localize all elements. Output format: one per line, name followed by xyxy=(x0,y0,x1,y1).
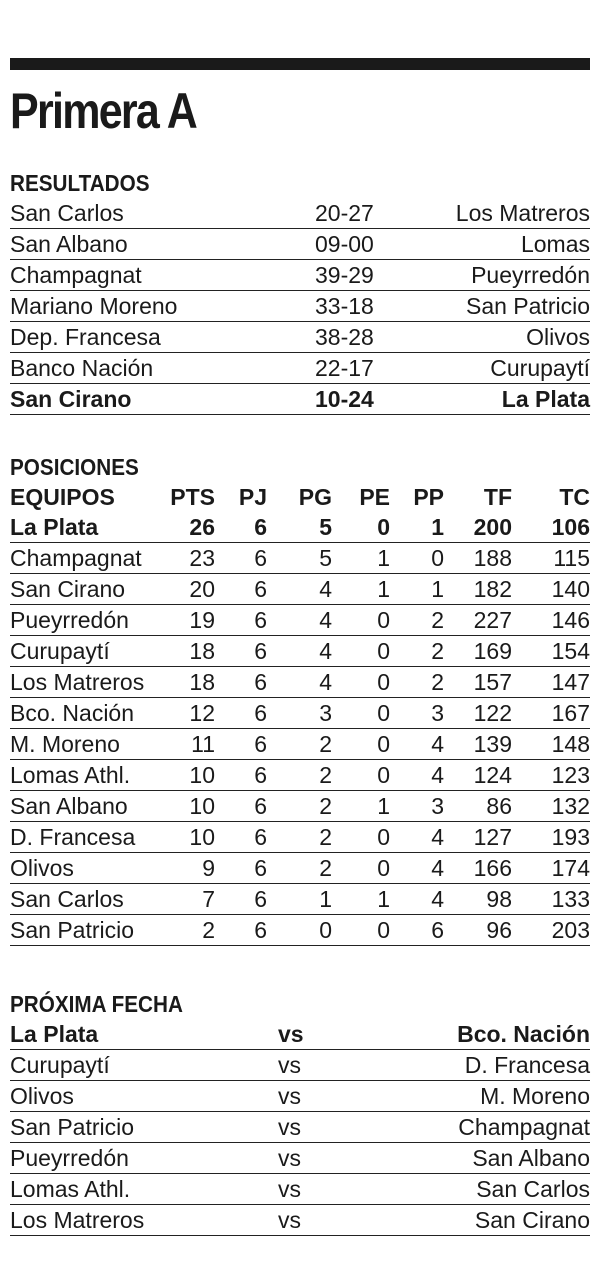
standings-cell-tf: 86 xyxy=(486,793,512,819)
fixture-row xyxy=(10,1019,590,1050)
standings-cell-pe: 0 xyxy=(377,917,390,943)
standings-cell-pts: 11 xyxy=(191,731,215,757)
standings-cell-pp: 3 xyxy=(431,700,444,726)
standings-section xyxy=(10,452,590,946)
standings-cell-team: San Cirano xyxy=(10,576,126,602)
standings-cell-pp: 2 xyxy=(431,669,444,695)
standings-cell-tf: 188 xyxy=(473,545,512,571)
standings-row xyxy=(10,543,590,574)
standings-cell-pj: 6 xyxy=(254,576,267,602)
top-rule xyxy=(10,58,590,70)
standings-cell-tf: 98 xyxy=(486,886,512,912)
standings-cell-team: Pueyrredón xyxy=(10,607,129,633)
standings-cell-pp: 0 xyxy=(431,545,444,571)
standings-cell-pj: 6 xyxy=(254,638,267,664)
standings-cell-tc: 193 xyxy=(551,824,590,850)
standings-cell-team: Olivos xyxy=(10,855,74,881)
standings-cell-tf: 139 xyxy=(473,731,512,757)
standings-cell-pts: 10 xyxy=(189,793,215,819)
standings-cell-pp: 1 xyxy=(431,514,444,540)
result-away-team: Pueyrredón xyxy=(471,262,590,288)
result-score: 33-18 xyxy=(315,293,374,319)
standings-cell-pp: 2 xyxy=(431,638,444,664)
fixture-away-team: Bco. Nación xyxy=(457,1021,590,1047)
standings-cell-pe: 0 xyxy=(377,700,390,726)
standings-cell-pj: 6 xyxy=(254,917,267,943)
standings-cell-pg: 4 xyxy=(319,576,332,602)
fixture-row xyxy=(10,1081,590,1112)
standings-row xyxy=(10,822,590,853)
fixture-row xyxy=(10,1143,590,1174)
standings-row xyxy=(10,667,590,698)
fixture-vs: vs xyxy=(278,1207,301,1233)
col-equipos: EQUIPOS xyxy=(10,484,115,510)
standings-cell-pe: 0 xyxy=(377,731,390,757)
standings-cell-pp: 6 xyxy=(431,917,444,943)
fixture-row xyxy=(10,1050,590,1081)
standings-cell-pe: 0 xyxy=(377,855,390,881)
standings-cell-team: Champagnat xyxy=(10,545,142,571)
standings-cell-tc: 154 xyxy=(551,638,590,664)
col-tc: TC xyxy=(559,484,590,510)
standings-cell-pj: 6 xyxy=(254,545,267,571)
standings-cell-pp: 2 xyxy=(431,607,444,633)
result-away-team: Olivos xyxy=(526,324,590,350)
fixture-vs: vs xyxy=(278,1114,301,1140)
standings-cell-pe: 1 xyxy=(377,576,390,602)
standings-row xyxy=(10,636,590,667)
standings-cell-tf: 124 xyxy=(473,762,512,788)
standings-row xyxy=(10,512,590,543)
result-row xyxy=(10,260,590,291)
standings-row xyxy=(10,915,590,946)
standings-cell-pe: 1 xyxy=(377,545,390,571)
standings-cell-pg: 2 xyxy=(319,793,332,819)
standings-cell-tf: 157 xyxy=(473,669,512,695)
standings-cell-team: D. Francesa xyxy=(10,824,136,850)
standings-cell-pp: 1 xyxy=(431,576,444,602)
standings-row xyxy=(10,605,590,636)
standings-cell-pg: 3 xyxy=(319,700,332,726)
standings-cell-team: M. Moreno xyxy=(10,731,120,757)
standings-cell-pg: 2 xyxy=(319,855,332,881)
col-tf: TF xyxy=(483,484,512,510)
standings-cell-pe: 0 xyxy=(377,607,390,633)
standings-cell-team: Los Matreros xyxy=(10,669,145,695)
standings-cell-tc: 167 xyxy=(551,700,590,726)
standings-cell-pe: 0 xyxy=(377,762,390,788)
standings-cell-team: La Plata xyxy=(10,514,99,540)
standings-cell-tc: 147 xyxy=(551,669,590,695)
standings-cell-tc: 203 xyxy=(551,917,590,943)
fixture-away-team: San Carlos xyxy=(476,1176,590,1202)
standings-cell-tc: 115 xyxy=(553,545,590,571)
standings-cell-pe: 0 xyxy=(377,824,390,850)
standings-row xyxy=(10,884,590,915)
standings-cell-pg: 1 xyxy=(319,886,332,912)
result-home-team: Banco Nación xyxy=(10,355,154,381)
standings-heading: POSICIONES xyxy=(10,454,139,480)
results-section xyxy=(10,168,590,415)
col-pp: PP xyxy=(413,484,444,510)
standings-cell-team: Bco. Nación xyxy=(10,700,135,726)
standings-row xyxy=(10,760,590,791)
standings-cell-pe: 0 xyxy=(377,638,390,664)
standings-cell-tf: 166 xyxy=(473,855,512,881)
standings-cell-team: San Albano xyxy=(10,793,128,819)
standings-cell-tf: 169 xyxy=(473,638,512,664)
result-row xyxy=(10,322,590,353)
fixture-row xyxy=(10,1174,590,1205)
standings-cell-tf: 96 xyxy=(486,917,512,943)
standings-cell-pg: 2 xyxy=(319,731,332,757)
fixtures-heading: PRÓXIMA FECHA xyxy=(10,991,183,1017)
standings-cell-pj: 6 xyxy=(254,607,267,633)
standings-cell-pg: 4 xyxy=(319,669,332,695)
fixture-home-team: Lomas Athl. xyxy=(10,1176,131,1202)
standings-cell-pg: 4 xyxy=(319,607,332,633)
standings-cell-team: Lomas Athl. xyxy=(10,762,131,788)
result-home-team: San Cirano xyxy=(10,386,132,412)
standings-cell-tc: 140 xyxy=(551,576,590,602)
col-pg: PG xyxy=(298,484,332,510)
standings-cell-pg: 2 xyxy=(319,762,332,788)
standings-cell-pp: 4 xyxy=(431,886,444,912)
result-row xyxy=(10,384,590,415)
standings-cell-pe: 1 xyxy=(377,793,390,819)
standings-row xyxy=(10,791,590,822)
standings-cell-pj: 6 xyxy=(254,855,267,881)
standings-cell-pts: 20 xyxy=(189,576,215,602)
standings-cell-pp: 4 xyxy=(431,731,444,757)
standings-cell-pts: 19 xyxy=(189,607,215,633)
standings-cell-pts: 12 xyxy=(189,700,215,726)
result-home-team: San Albano xyxy=(10,231,128,257)
fixture-vs: vs xyxy=(278,1021,304,1047)
result-score: 22-17 xyxy=(315,355,374,381)
standings-cell-tf: 122 xyxy=(473,700,512,726)
fixtures-section xyxy=(10,989,590,1236)
result-away-team: Los Matreros xyxy=(455,200,590,226)
standings-cell-tc: 148 xyxy=(551,731,590,757)
standings-cell-tf: 200 xyxy=(473,514,512,540)
standings-cell-tc: 174 xyxy=(551,855,590,881)
standings-cell-tc: 123 xyxy=(551,762,590,788)
result-home-team: San Carlos xyxy=(10,200,124,226)
standings-cell-pp: 4 xyxy=(431,855,444,881)
standings-cell-tc: 133 xyxy=(551,886,590,912)
standings-cell-pts: 9 xyxy=(202,855,215,881)
result-home-team: Champagnat xyxy=(10,262,142,288)
standings-cell-pts: 23 xyxy=(189,545,215,571)
col-pj: PJ xyxy=(238,484,267,510)
standings-cell-pp: 4 xyxy=(431,824,444,850)
standings-cell-pts: 18 xyxy=(189,638,215,664)
result-score: 09-00 xyxy=(315,231,374,257)
standings-header-row xyxy=(10,482,590,512)
standings-cell-pj: 6 xyxy=(254,824,267,850)
fixture-away-team: San Albano xyxy=(472,1145,590,1171)
fixture-away-team: Champagnat xyxy=(458,1114,590,1140)
standings-cell-pj: 6 xyxy=(254,762,267,788)
standings-cell-pe: 1 xyxy=(377,886,390,912)
standings-cell-pg: 2 xyxy=(319,824,332,850)
standings-cell-pg: 5 xyxy=(319,545,332,571)
standings-cell-pj: 6 xyxy=(254,886,267,912)
standings-cell-pj: 6 xyxy=(254,700,267,726)
standings-cell-pj: 6 xyxy=(254,731,267,757)
standings-row xyxy=(10,574,590,605)
standings-cell-pts: 7 xyxy=(202,886,215,912)
result-away-team: Lomas xyxy=(520,231,590,257)
standings-cell-pj: 6 xyxy=(254,793,267,819)
fixture-home-team: Pueyrredón xyxy=(10,1145,129,1171)
page-title: Primera A xyxy=(10,83,197,139)
standings-cell-team: San Carlos xyxy=(10,886,124,912)
col-pts: PTS xyxy=(170,484,215,510)
standings-cell-tf: 227 xyxy=(473,607,512,633)
standings-cell-pts: 10 xyxy=(189,824,215,850)
col-pe: PE xyxy=(359,484,390,510)
fixture-home-team: Los Matreros xyxy=(10,1207,145,1233)
standings-cell-tf: 127 xyxy=(473,824,512,850)
result-away-team: Curupaytí xyxy=(490,355,590,381)
result-row xyxy=(10,198,590,229)
fixture-home-team: La Plata xyxy=(10,1021,99,1047)
result-away-team: San Patricio xyxy=(465,293,590,319)
result-row xyxy=(10,353,590,384)
fixtures-list xyxy=(10,1019,590,1236)
standings-cell-team: San Patricio xyxy=(10,917,135,943)
standings-cell-tf: 182 xyxy=(473,576,512,602)
standings-cell-pg: 5 xyxy=(319,514,332,540)
fixture-away-team: D. Francesa xyxy=(464,1052,590,1078)
standings-cell-pg: 4 xyxy=(319,638,332,664)
standings-cell-pe: 0 xyxy=(377,514,390,540)
standings-table xyxy=(10,512,590,946)
result-score: 10-24 xyxy=(315,386,374,412)
standings-cell-tc: 132 xyxy=(551,793,590,819)
standings-cell-pts: 26 xyxy=(189,514,215,540)
standings-cell-pe: 0 xyxy=(377,669,390,695)
results-list xyxy=(10,198,590,415)
fixture-vs: vs xyxy=(278,1083,301,1109)
fixture-home-team: Olivos xyxy=(10,1083,74,1109)
results-heading: RESULTADOS xyxy=(10,170,150,196)
result-home-team: Dep. Francesa xyxy=(10,324,161,350)
fixture-row xyxy=(10,1205,590,1236)
standings-cell-pg: 0 xyxy=(319,917,332,943)
fixture-row xyxy=(10,1112,590,1143)
standings-cell-pj: 6 xyxy=(254,669,267,695)
standings-row xyxy=(10,698,590,729)
result-row xyxy=(10,229,590,260)
result-score: 20-27 xyxy=(315,200,374,226)
fixture-vs: vs xyxy=(278,1145,301,1171)
fixture-home-team: Curupaytí xyxy=(10,1052,110,1078)
standings-cell-pp: 3 xyxy=(431,793,444,819)
fixture-away-team: M. Moreno xyxy=(480,1083,590,1109)
result-score: 38-28 xyxy=(315,324,374,350)
fixture-vs: vs xyxy=(278,1176,301,1202)
result-home-team: Mariano Moreno xyxy=(10,293,178,319)
result-away-team: La Plata xyxy=(501,386,590,412)
standings-cell-pts: 18 xyxy=(189,669,215,695)
standings-cell-pp: 4 xyxy=(431,762,444,788)
standings-cell-tc: 106 xyxy=(551,514,590,540)
standings-cell-pj: 6 xyxy=(254,514,267,540)
standings-row xyxy=(10,853,590,884)
standings-row xyxy=(10,729,590,760)
fixture-home-team: San Patricio xyxy=(10,1114,135,1140)
standings-cell-pts: 2 xyxy=(202,917,215,943)
result-score: 39-29 xyxy=(315,262,374,288)
fixture-vs: vs xyxy=(278,1052,301,1078)
result-row xyxy=(10,291,590,322)
standings-cell-pts: 10 xyxy=(189,762,215,788)
standings-cell-tc: 146 xyxy=(551,607,590,633)
standings-cell-team: Curupaytí xyxy=(10,638,110,664)
fixture-away-team: San Cirano xyxy=(474,1207,590,1233)
